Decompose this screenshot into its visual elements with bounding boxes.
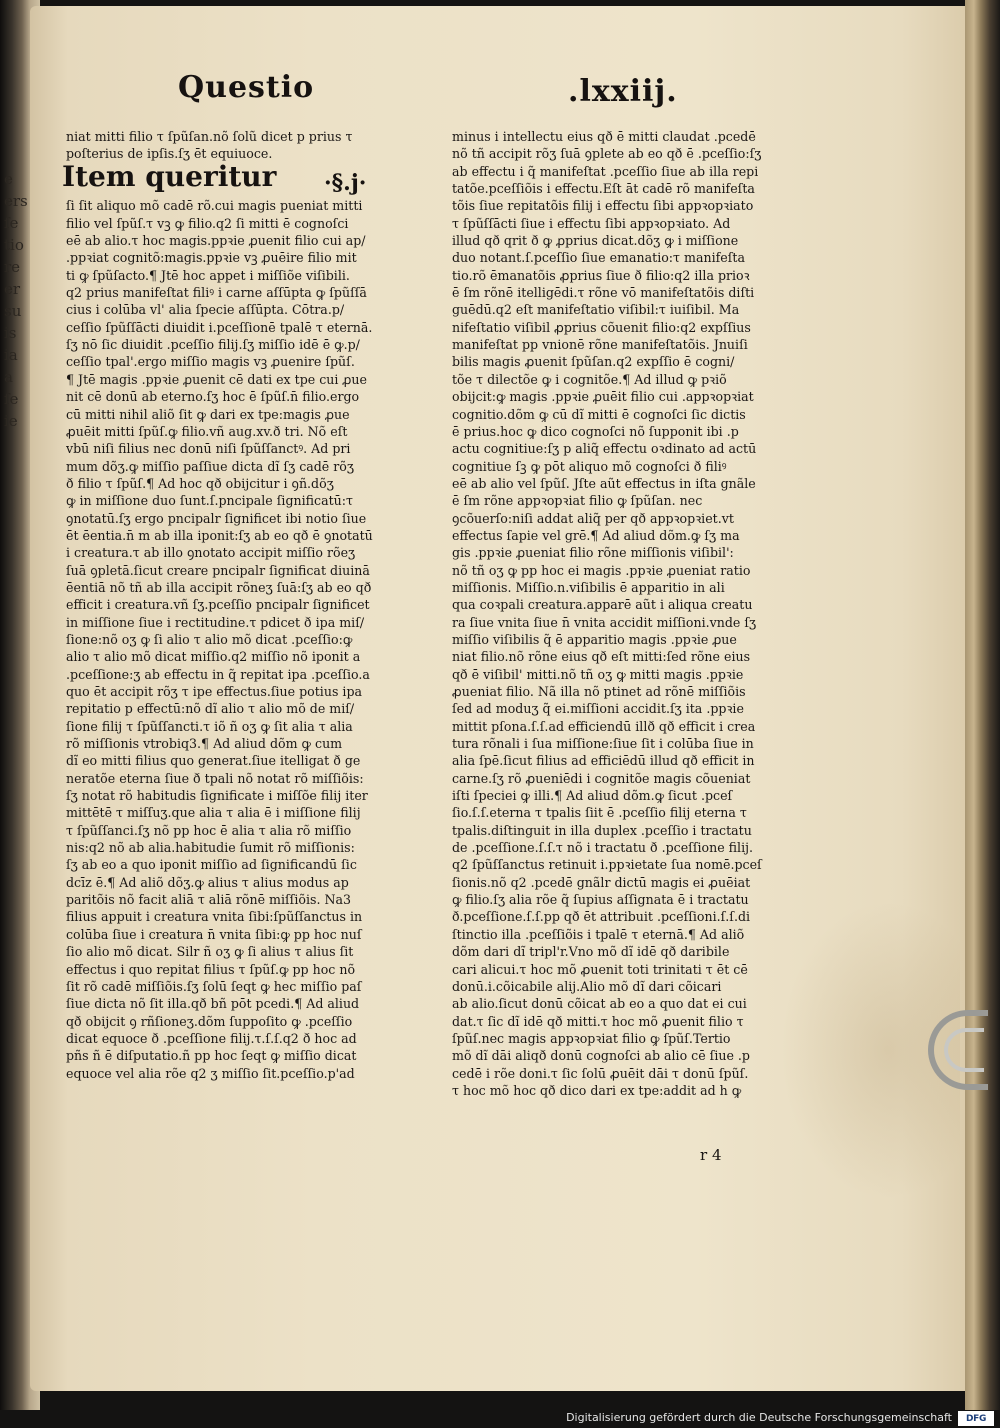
text-line: donū.i.cõicabile alij.Alio mõ dĩ dari cõicari — [452, 978, 722, 994]
text-line: nis:q2 nõ ab alia.habitudie ſumit rõ miſſionis: — [66, 840, 355, 856]
text-line: ſʒ ab eo a quo iponit miſſio ad ſignificandū ſic — [66, 857, 357, 873]
text-line: ſʒ nō ſic diuidit .pceſſio filij.ſʒ miſſio idē ē ꝙ.p/ — [66, 337, 360, 353]
paper-clip-inner — [944, 1028, 984, 1072]
text-line: dcīz ē.¶ Ad aliõ dõʒ.ꝙ alius τ alius modus ap — [66, 874, 349, 890]
text-line: ¶ Jtē magis .ppꝛie ꝓuenit cē dati ex tpe cui ꝓue — [66, 371, 367, 387]
left-page-fragment: ia — [4, 346, 18, 364]
text-line: ð filio τ ſpũſ.¶ Ad hoc qð obijcitur i ꝯñ.dõʒ — [66, 475, 334, 491]
signature-mark: r 4 — [700, 1146, 722, 1164]
text-line: nõ tñ accipit rõʒ ſuā ꝯplete ab eo qð ē .pceſſio:ſʒ — [452, 146, 762, 162]
text-line: ceſſio ſpũſſācti diuidit i.pceſſionē tpalē τ eternā. — [66, 319, 373, 335]
text-line: ſi ſit aliquo mõ cadē rõ.cui magis pueniat mitti — [66, 198, 363, 214]
left-page-fragment: ers — [4, 192, 28, 210]
text-line: ſtinctio illa .pceſſiõis i tpalē τ eternā.¶ Ad aliõ — [452, 926, 745, 942]
text-line: guēdū.q2 eſt manifeſtatio viſibil:τ iuiſibil. Ma — [452, 302, 740, 318]
text-line: tio.rõ ēmanatõis ꝓprius ſiue ð filio:q2 illa prioꝛ — [452, 267, 750, 283]
text-line: τ ſpũſſācti ſiue i effectu ſibi appꝛopꝛiato. Ad — [452, 215, 731, 231]
text-line: eē ab alio.τ hoc magis.ppꝛie ꝓuenit filio cui ap/ — [66, 233, 366, 249]
left-page-fragment: ſe — [4, 214, 19, 232]
text-line: ſʒ notat rõ habitudis ſignificate i miſſõe filij iter — [66, 788, 368, 804]
left-page-fragment: ſe — [4, 390, 19, 408]
text-line: cius i colūba vl' alia ſpecie aſſūpta. Cōtra.p/ — [66, 302, 345, 318]
text-line: obijcit:ꝙ magis .ppꝛie ꝓuēit filio cui .appꝛopꝛiat — [452, 389, 754, 405]
text-line: niat filio.nõ rõne eius qð eſt mitti:ſed rõne eius — [452, 649, 751, 665]
text-line: ē ſm rõne appꝛopꝛiat filio ꝙ ſpũſan. nec — [452, 493, 703, 509]
text-line: gis .ppꝛie ꝓueniat filio rõne miſſionis viſibil': — [452, 545, 734, 561]
text-line: ra ſiue vnita ſiue n̄ vnita accidit miſſioni.vnde ſʒ — [452, 614, 757, 630]
text-line: tatõe.pceſſiõis i effectu.Eſt āt cadē rõ manifeſta — [452, 181, 755, 197]
running-header-left: Questio — [178, 70, 315, 105]
text-line: ſit rõ cadē miſſiõis.ſʒ ſolū ſeqt ꝙ hec miſſio paſ — [66, 978, 362, 994]
left-page-fragment: er — [4, 280, 21, 298]
text-line: cari alicui.τ hoc mõ ꝓuenit toti trinitati τ ēt cē — [452, 961, 748, 977]
left-page-fragment: tio — [4, 236, 24, 254]
text-line: ti ꝙ ſpũſacto.¶ Jtē hoc appet i miſſiõe viſibili. — [66, 267, 350, 283]
text-line: carne.ſʒ rõ ꝓueniēdi i cognitõe magis cõueniat — [452, 770, 751, 786]
text-line: equoce vel alia rõe q2 ʒ miſſio ſit.pceſſio.p'ad — [66, 1065, 355, 1081]
text-line: in miſſione ſiue i rectitudine.τ pdicet ð ipa miſ/ — [66, 614, 365, 630]
text-line: minus i intellectu eius qð ē mitti claudat .pcedē — [452, 129, 756, 144]
text-line: ð.pceſſione.ſ.ſ.pp qð ēt attribuit .pceſſioni.ſ.ſ.di — [452, 909, 751, 925]
text-line: iſti ſpeciei ꝙ illi.¶ Ad aliud dõm.ꝙ ſicut .pceſ — [452, 788, 733, 804]
text-line: dĩ eo mitti filius quo generat.ſiue itelligat ð ge — [66, 753, 361, 769]
text-line: cū mitti nihil aliõ ſit ꝙ dari ex tpe:magis ꝓue — [66, 406, 350, 422]
text-line: nit cē donū ab eterno.ſʒ hoc ē ſpũſ.n̄ filio.ergo — [66, 389, 360, 405]
text-line: efficit i creatura.vñ ſʒ.pceſſio pncipalr ſignificet — [66, 597, 370, 613]
text-line: cognitiue ſꝫ ꝙ pōt aliquo mõ cognoſci ð filiꝰ — [452, 458, 727, 474]
text-line: i creatura.τ ab illo ꝯnotato accipit miſſio rõeʒ — [66, 545, 356, 561]
text-line: tpalis.diſtinguit in illa duplex .pceſſio i tractatu — [452, 822, 752, 838]
text-line: ſiue dicta nõ ſit illa.qð bñ pōt pcedi.¶ Ad aliud — [66, 996, 360, 1012]
text-line: ēt ēentia.n̄ m ab illa iponit:ſʒ ab eo qð ē ꝯnotatū — [66, 527, 373, 543]
text-line: cognitio.dõm ꝙ cū dĩ mitti ē cognoſci ſic dictis — [452, 406, 746, 422]
text-line: mittit pſona.ſ.ſ.ad efficiendū illð qð efficit i crea — [452, 718, 756, 734]
left-page-fragment: e — [4, 170, 13, 188]
text-line: actu cognitiue:ſʒ p aliq̃ effectu oꝛdinato ad actū — [452, 441, 757, 457]
text-line: τ ſpũſſanci.ſʒ nõ pp hoc ē alia τ alia rõ miſſio — [66, 822, 352, 838]
text-line: ſio.ſ.ſ.eterna τ tpalis ſiit ē .pceſſio filij eterna τ — [452, 805, 747, 821]
text-line: q2 ſpũſſanctus retinuit i.ppꝛietate ſua nomē.pceſ — [452, 857, 762, 873]
text-line: miſſio viſibilis q̃ ē apparitio magis .ppꝛie ꝓue — [452, 631, 737, 647]
text-line: mum dõʒ.ꝙ miſſio paſſiue dicta dĩ ſʒ cadē rõʒ — [66, 458, 354, 474]
text-line: duo notant.ſ.pceſſio ſiue emanatio:τ manifeſta — [452, 250, 745, 266]
left-page-fragment: re — [4, 258, 21, 276]
text-line: rõ miſſionis vtrobiq3.¶ Ad aliud dõm ꝙ cum — [66, 736, 343, 752]
text-line: filius appuit i creatura vnita ſibi:ſpũſſanctus in — [66, 909, 363, 925]
text-line: ē prius.hoc ꝙ dico cognoſci nõ ſupponit ibi .p — [452, 423, 739, 439]
text-line: ſio alio mõ dicat. Silr ñ oʒ ꝙ ſi alius τ alius ſit — [66, 944, 354, 960]
left-page-fragment: a — [4, 368, 13, 386]
text-line: effectus i quo repitat filius τ ſpũſ.ꝙ pp hoc nõ — [66, 961, 356, 977]
text-column-right — [452, 128, 804, 1099]
text-line: mittētē τ miſſuʒ.que alia τ alia ē i miſſione filij — [66, 805, 361, 821]
text-line: τ hoc mõ hoc qð dico dari ex tpe:addit ad h ꝙ — [452, 1082, 742, 1098]
text-line: miſſionis. Miſſio.n.viſibilis ē apparitio in ali — [452, 579, 725, 595]
text-line: ꝯnotatū.ſʒ ergo pncipalr ſignificet ibi notio ſiue — [66, 510, 367, 526]
text-line: repitatio p effectū:nõ dĩ alio τ alio mõ de miſ/ — [66, 701, 355, 717]
text-line: cedē i rõe doni.τ ſic ſolū ꝓuēit dāi τ donū ſpũſ. — [452, 1065, 749, 1081]
text-line: alia ſpē.ſicut filius ad efficiēdū illud qð efficit in — [452, 753, 755, 769]
text-line: dat.τ ſic dĩ idē qð mitti.τ hoc mõ ꝓuenit filio τ — [452, 1013, 744, 1029]
text-line: effectus ſapie vel grē.¶ Ad aliud dõm.ꝙ ſʒ ma — [452, 527, 740, 543]
text-line: dõm dari dĩ tripl'r.Vno mõ dĩ idē qð daribile — [452, 944, 730, 960]
running-header-right: .lxxiij. — [568, 74, 678, 109]
text-line: bilis magis ꝓuenit ſpũſan.q2 expſſio ē cogni/ — [452, 354, 735, 370]
text-line: ꝓueniat filio. Nã illa nõ ptinet ad rõnē miſſiõis — [452, 684, 746, 699]
dfg-logo: DFG — [958, 1411, 994, 1426]
footer-credit: Digitalisierung gefördert durch die Deutsche Forschungsgemeinschaft — [566, 1411, 952, 1424]
text-line: ꝙ in miſſione duo ſunt.ſ.pncipale ſignificatū:τ — [66, 493, 353, 509]
text-line: .ppꝛiat cognitõ:magis.ppꝛie vꝫ ꝓuēire filio mit — [66, 250, 357, 266]
text-line: ē ſm rõnē itelligēdi.τ rõne vō manifeſtatõis diſti — [452, 285, 755, 301]
text-line: tura rõnali i ſua miſſione:ſiue ſit i colūba ſiue in — [452, 736, 754, 752]
text-line: paritõis nõ facit aliā τ aliā rõnē miſſiõis. Na3 — [66, 892, 351, 908]
text-column-left — [66, 128, 441, 1082]
text-line: ab effectu i q̃ manifeſtat .pceſſio ſiue ab illa repi — [452, 163, 759, 179]
text-line: neratõe eterna ſiue ð tpali nõ notat rõ miſſiõis: — [66, 770, 364, 786]
text-line: eē ab alio vel ſpũſ. Jſte aũt effectus in iſta gnãle — [452, 475, 756, 491]
text-line: ſione filij τ ſpũſſancti.τ iõ ñ oʒ ꝙ ſit alia τ alia — [66, 718, 353, 734]
text-line: qð ē viſibil' mitti.nõ tñ oʒ ꝙ mitti magis .ppꝛie — [452, 666, 744, 682]
text-line: nifeſtatio viſibil ꝓprius cõuenit filio:q2 expſſius — [452, 319, 751, 335]
text-line: qua coꝛpali creatura.apparē aũt i aliqua creatu — [452, 597, 753, 613]
left-page-fragment: ie — [4, 412, 18, 430]
text-line: ſed ad moduʒ q̃ ei.miſſioni accidit.ſʒ ita .ppꝛie — [452, 701, 744, 717]
text-line: vbū niſi filius nec donū niſi ſpũſſanctꝰ. Ad pri — [66, 441, 351, 457]
text-line: ꝓuēit mitti ſpũſ.ꝙ filio.vñ aug.xv.ð tri. Nõ eſt — [66, 423, 348, 439]
text-line: niat mitti filio τ ſpũſan.nõ ſolũ dicet p prius τ — [66, 129, 353, 144]
text-line: ab alio.ſicut donū cõicat ab eo a quo dat ei cui — [452, 996, 747, 1012]
left-page-fragment: su — [4, 302, 22, 320]
text-line: quo ēt accipit rõʒ τ ipe effectus.ſiue potius ipa — [66, 684, 363, 699]
text-line: q2 prius manifeſtat filiꝰ i carne aſſūpta ꝙ ſpũſſā — [66, 285, 367, 301]
text-line: de .pceſſione.ſ.ſ.τ nõ i tractatu ð .pceſſione filij. — [452, 840, 754, 856]
text-line: dicat equoce ð .pceſſione filij.τ.ſ.ſ.q2 ð hoc ad — [66, 1030, 357, 1046]
section-number: ·§.j· — [324, 170, 367, 196]
text-line: ceſſio tpal'.ergo miſſio magis vꝫ ꝓuenire ſpũſ. — [66, 354, 355, 370]
text-line: alio τ alio mõ dicat miſſio.q2 miſſio nõ iponit a — [66, 649, 361, 665]
text-line: tõe τ dilectõe ꝙ i cognitõe.¶ Ad illud ꝙ pꝛiõ — [452, 371, 727, 387]
text-line: manifeſtat pp vnionē rõne manifeſtatõis. Jnuiſi — [452, 337, 748, 353]
text-line: ſionis.nõ q2 .pcedē gnãlr dictū magis ei ꝓuēiat — [452, 874, 751, 890]
text-line: ꝙ filio.ſʒ alia rõe q̃ ſupius aſſignata ē i tractatu — [452, 892, 749, 908]
text-line: illud qð qrit ð ꝙ ꝓprius dicat.dõʒ ꝙ i miſſione — [452, 233, 739, 249]
text-line: ſpũſ.nec magis appꝛopꝛiat filio ꝙ ſpũſ.Tertio — [452, 1030, 731, 1046]
text-line: .pceſſione:ʒ ab effectu in q̃ repitat ipa .pceſſio.a — [66, 666, 370, 682]
text-line: ēentiā nõ tñ ab illa accipit rõneʒ ſuā:ſʒ ab eo qð — [66, 579, 372, 595]
text-line: qð obijcit ꝯ rñſioneʒ.dõm ſuppoſito ꝙ .pceſſio — [66, 1013, 353, 1029]
text-line: nõ tñ oʒ ꝙ pp hoc ei magis .ppꝛie ꝓueniat ratio — [452, 562, 751, 578]
text-line: ſuā ꝯpletā.ſicut creare pncipalr ſignificat diuinā — [66, 562, 370, 578]
left-page-fragment: is — [4, 324, 17, 342]
text-line: poſterius de ipſis.ſʒ ēt equiuoce. — [66, 146, 273, 162]
text-line: mõ dĩ dāi aliqð donū cognoſci ab alio cē ſiue .p — [452, 1048, 750, 1064]
text-line: colūba ſiue i creatura n̄ vnita ſibi:ꝙ pp hoc nuſ — [66, 926, 362, 942]
text-line: tõis ſiue repitatõis filij i effectu ſibi appꝛopꝛiato — [452, 198, 754, 214]
text-line: ſione:nõ oʒ ꝙ ſi alio τ alio mõ dicat .pceſſio:ꝙ — [66, 631, 353, 647]
item-heading: Item queritur — [62, 160, 277, 193]
text-line: ꝯcõuerſo:niſi addat aliq̃ per qð appꝛopꝛiet.vt — [452, 510, 734, 526]
text-line: filio vel ſpũſ.τ vꝫ ꝙ filio.q2 ſi mitti ē cognoſci — [66, 215, 349, 231]
right-page-edge — [965, 0, 1000, 1410]
text-line: pñs ñ ē diſputatio.ñ pp hoc ſeqt ꝙ miſſio dicat — [66, 1048, 357, 1064]
